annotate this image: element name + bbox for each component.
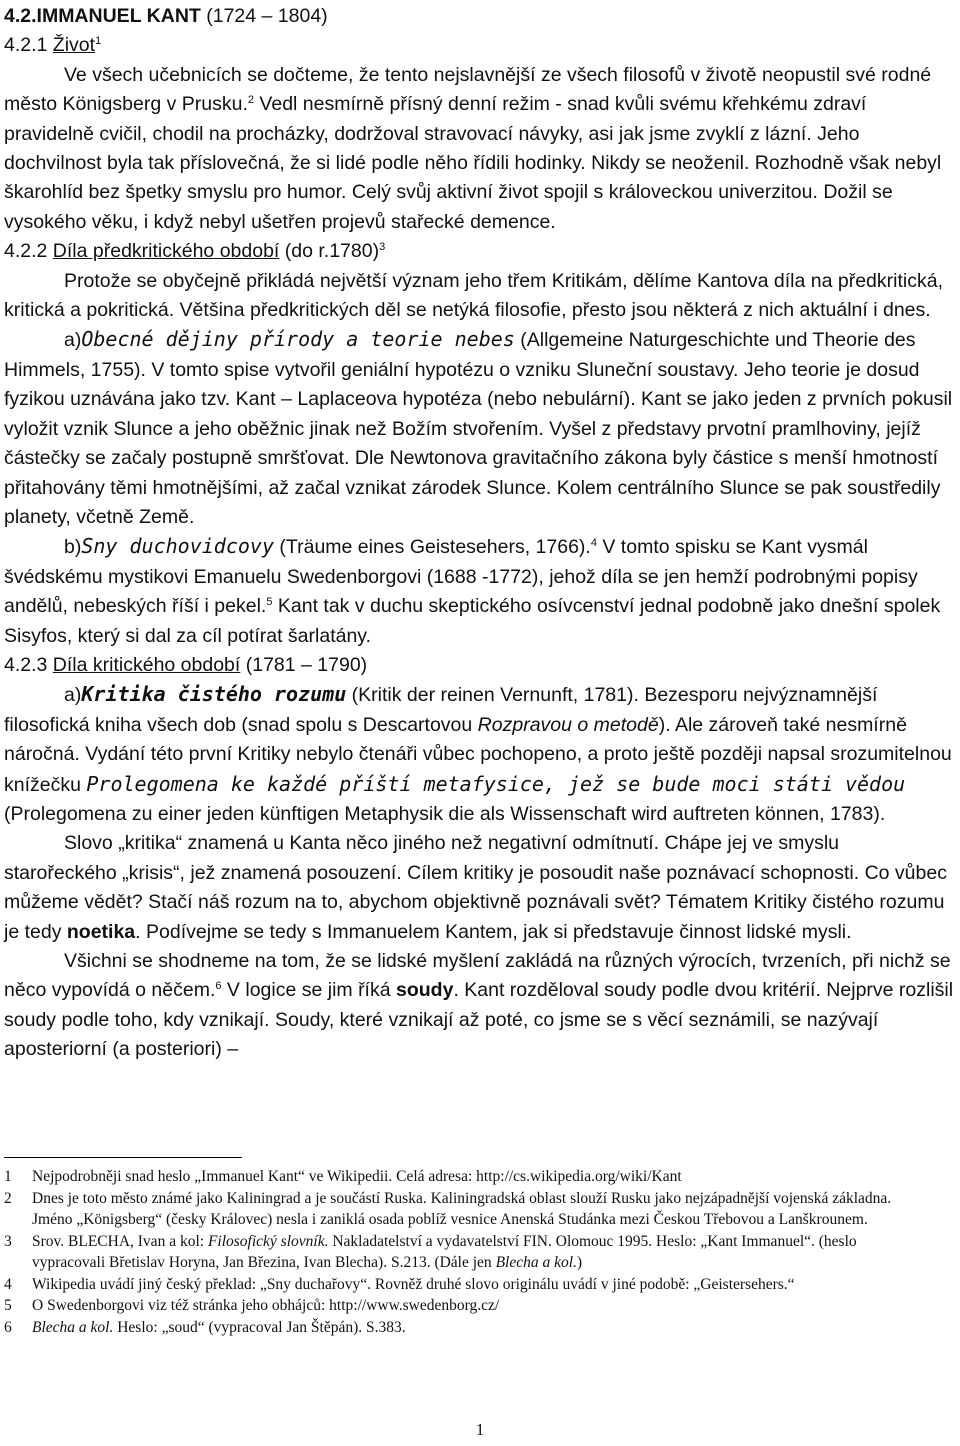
footnote-number: 4 — [4, 1275, 12, 1293]
footnote-ref[interactable]: 6 — [215, 980, 222, 993]
paragraph-judgments — [4, 947, 956, 1065]
text-run: Všichni se shodneme na tom, že se lidské myšlení zakládá na různých výrocích, tvrzeních, při nichž se něco vypovídá o něčem. — [4, 950, 951, 1002]
section-title: Život — [52, 34, 96, 57]
text-run: Heslo: „soud“ (vypracoval Jan Štěpán). S.383. — [113, 1318, 406, 1336]
text-run: (Kritik der reinen Vernunft, 1781). Bezesporu nejvýznamnější filosofická kniha všech dob (snad spolu s Descartovou — [4, 684, 878, 736]
footnote — [4, 1317, 904, 1339]
text-run: V tomto spisku se Kant vysmál švédskému mystikovi Emanuelu Swedenborgovi (1688 -1772), jehož díla se jen hemží podrobnými popisy andělů, nebeských říší i pekel. — [4, 536, 918, 618]
footnote-number: 6 — [4, 1318, 12, 1336]
text-run: Kant tak v duchu skeptického osívcenství jednal podobně jako dnešní spolek Sisyfos, který si dal za cíl potírat šarlatány. — [4, 595, 941, 647]
work-title-italic: Rozpravou o metodě — [477, 713, 659, 736]
footnote-text: Nejpodrobněji snad heslo „Immanuel Kant“ ve Wikipedii. Celá adresa: http://cs.wikipedia.org/wiki/Kant — [32, 1168, 682, 1185]
footnote-text — [32, 1317, 904, 1339]
list-label: b) — [64, 536, 82, 559]
page-number: 1 — [475, 1420, 485, 1439]
footnote-number: 3 — [4, 1232, 12, 1250]
work-title: Kritika čistého rozumu — [81, 682, 347, 707]
paragraph-precritical-intro — [4, 267, 956, 326]
list-label: a) — [64, 329, 82, 352]
section-number: 4.2.1 — [4, 34, 53, 57]
footnote-number: 1 — [4, 1168, 12, 1185]
footnote-text: Wikipedia uvádí jiný český překlad: „Sny duchařovy“. Rovněž druhé slovo originálu uvádí v jiné podobě: „Geistersehers.“ — [32, 1275, 795, 1293]
paragraph-critique — [4, 680, 956, 829]
section-heading-life — [4, 31, 956, 60]
paragraph-life — [4, 61, 956, 237]
section-heading-precritical — [4, 237, 956, 266]
footnote — [4, 1166, 904, 1188]
main-text — [4, 2, 956, 1065]
footnotes — [4, 1166, 904, 1338]
text-run: (Allgemeine Naturgeschichte und Theorie des Himmels, 1755). V tomto spise vytvořil geniální hypotézu o vzniku Sluneční soustavy. Jeho teorie je dosud fyzikou uznávána jako tzv. Kant – Laplaceova hypotéza (nebo nebulární). Kant se jako jeden z prvních pokusil vyložit vznik Slunce a jeho oběžnic jinak než Božím stvořením. Vyšel z představy prvotní pramlhoviny, jejíž částečky se začaly postupně smršťovat. Dle Newtonova gravitačního zákona byly částice s menší hmotností přitahovány těmi hmotnějšími, až začal vznikat zárodek Slunce. Kolem centrálního Slunce se pak soustředily planety, včetně Země. — [4, 329, 953, 528]
footnote — [4, 1295, 904, 1317]
section-title: Díla kritického období — [52, 653, 241, 676]
work-title: Sny duchovidcovy — [81, 534, 274, 559]
section-dates: (1781 – 1790) — [240, 653, 368, 676]
footnote-ref[interactable]: 3 — [379, 241, 386, 254]
text-run: ). Ale zároveň také nesmírně náročná. Vydání této první Kritiky nebylo čtenáři vůbec pochopeno, a proto ještě později napsal srozumitelnou knížečku — [4, 713, 952, 796]
section-title: Díla předkritického období — [52, 240, 280, 263]
footnote-text — [32, 1231, 904, 1274]
heading-years: (1724 – 1804) — [200, 5, 328, 27]
text-run: Ve všech učebnicích se dočteme, že tento nejslavnější ze všech filosofů v životě neopustil své rodné město Königsberg v Prusku. — [4, 63, 932, 116]
text-run: . Kant rozděloval soudy podle dvou kritérií. Nejprve rozlišil soudy podle toho, kdy vznikají. Soudy, které vznikají až poté, co jsme se s věcí seznámili, se nazývají aposteriorní (a posteriori) – — [4, 979, 954, 1061]
bold-term: noetika — [66, 920, 136, 943]
text-run: Protože se obyčejně přikládá největší význam jeho třem Kritikám, dělíme Kantova díla na předkritická, kritická a pokritická. Většina předkritických děl se netýká filosofie, přesto jsou některá z nich aktuální i dnes. — [4, 269, 943, 322]
text-run: (Prolegomena zu einer jeden künftigen Metaphysik die als Wissenschaft wird auftreten können, 1783). — [4, 802, 886, 825]
footnote — [4, 1231, 904, 1274]
footnote — [4, 1188, 904, 1231]
text-run: . Podívejme se tedy s Immanuelem Kantem, jak si představuje činnost lidské mysli. — [135, 920, 852, 943]
heading-name: IMMANUEL KANT — [36, 5, 201, 27]
footnote-ref[interactable]: 5 — [266, 596, 273, 609]
footnote-ref[interactable]: 4 — [590, 537, 597, 550]
paragraph-critique-meaning — [4, 829, 956, 947]
footnote — [4, 1274, 904, 1296]
italic-run: Blecha a kol. — [32, 1318, 114, 1336]
footnote-ref[interactable]: 2 — [247, 94, 254, 107]
footnote-number: 2 — [4, 1189, 12, 1207]
italic-run: Filosofický slovník. — [207, 1232, 329, 1250]
text-run: Nakladatelství a vydavatelství FIN. Olomouc 1995. Heslo: „Kant Immanuel“. (heslo vypracovali Břetislav Horyna, Jan Březina, Ivan Blecha). S.213. (Dále jen — [32, 1232, 857, 1271]
section-dates: (do r.1780) — [279, 240, 380, 263]
footnote-text: O Swedenborgovi viz též stránka jeho obhájců: http://www.swedenborg.cz/ — [32, 1297, 500, 1314]
section-number: 4.2.2 — [4, 240, 53, 263]
work-title: Obecné dějiny přírody a teorie nebes — [81, 327, 515, 352]
footnote-text: Dnes je toto město známé jako Kaliningrad a je součástí Ruska. Kaliningradská oblast slouží Rusku jako nejzápadnější vojenská základna. Jméno „Königsberg“ (česky Královec) nesla i zaniklá osada poblíž vesnice Anenská Studánka mezi Českou Třebovou a Lanškrounem. — [32, 1189, 892, 1228]
footnote-separator — [4, 1157, 242, 1158]
section-number: 4.2.3 — [4, 653, 53, 676]
footnote-number: 5 — [4, 1297, 12, 1314]
text-run: ) — [576, 1254, 583, 1271]
bold-term: soudy — [396, 979, 454, 1002]
text-run: V logice se jim říká — [221, 979, 396, 1002]
list-label: a) — [64, 684, 82, 707]
footnote-ref[interactable]: 1 — [95, 35, 102, 48]
text-run: Vedl nesmírně přísný denní režim - snad kvůli svému křehkému zdraví pravidelně cvičil, chodil na procházky, dodržoval stravovací návyky, asi jak jsme zvyklí z lázní. Jeho dochvilnost byla tak příslovečná, že si lidé podle něho řídili hodinky. Nikdy se neoženil. Rozhodně však nebyl škarohlíd bez špetky smyslu pro humor. Celý svůj aktivní život spojil s královeckou univerzitou. Dožil se vysokého věku, i když nebyl ušetřen projevů stařecké demence. — [4, 93, 942, 233]
text-run: (Träume eines Geistesehers, 1766). — [274, 536, 591, 559]
work-title: Prolegomena ke každé příští metafysice, jež se bude moci státi vědou — [86, 771, 906, 796]
heading-number: 4.2. — [4, 5, 37, 27]
section-heading-critical — [4, 651, 956, 680]
text-run: Slovo „kritika“ znamená u Kanta něco jiného než negativní odmítnutí. Chápe jej ve smyslu starořeckého „krisis“, jež znamená posouzení. Cílem kritiky je posoudit naše poznávací schopnosti. Co vůbec můžeme vědět? Stačí náš rozum na to, abychom objektivně poznávali svět? Tématem Kritiky čistého rozumu je tedy — [4, 832, 947, 943]
chapter-heading — [4, 2, 956, 31]
italic-run: Blecha a kol. — [495, 1254, 577, 1271]
paragraph-natural-history — [4, 325, 956, 532]
paragraph-dreams — [4, 532, 956, 651]
text-run: Srov. BLECHA, Ivan a kol: — [32, 1232, 208, 1250]
